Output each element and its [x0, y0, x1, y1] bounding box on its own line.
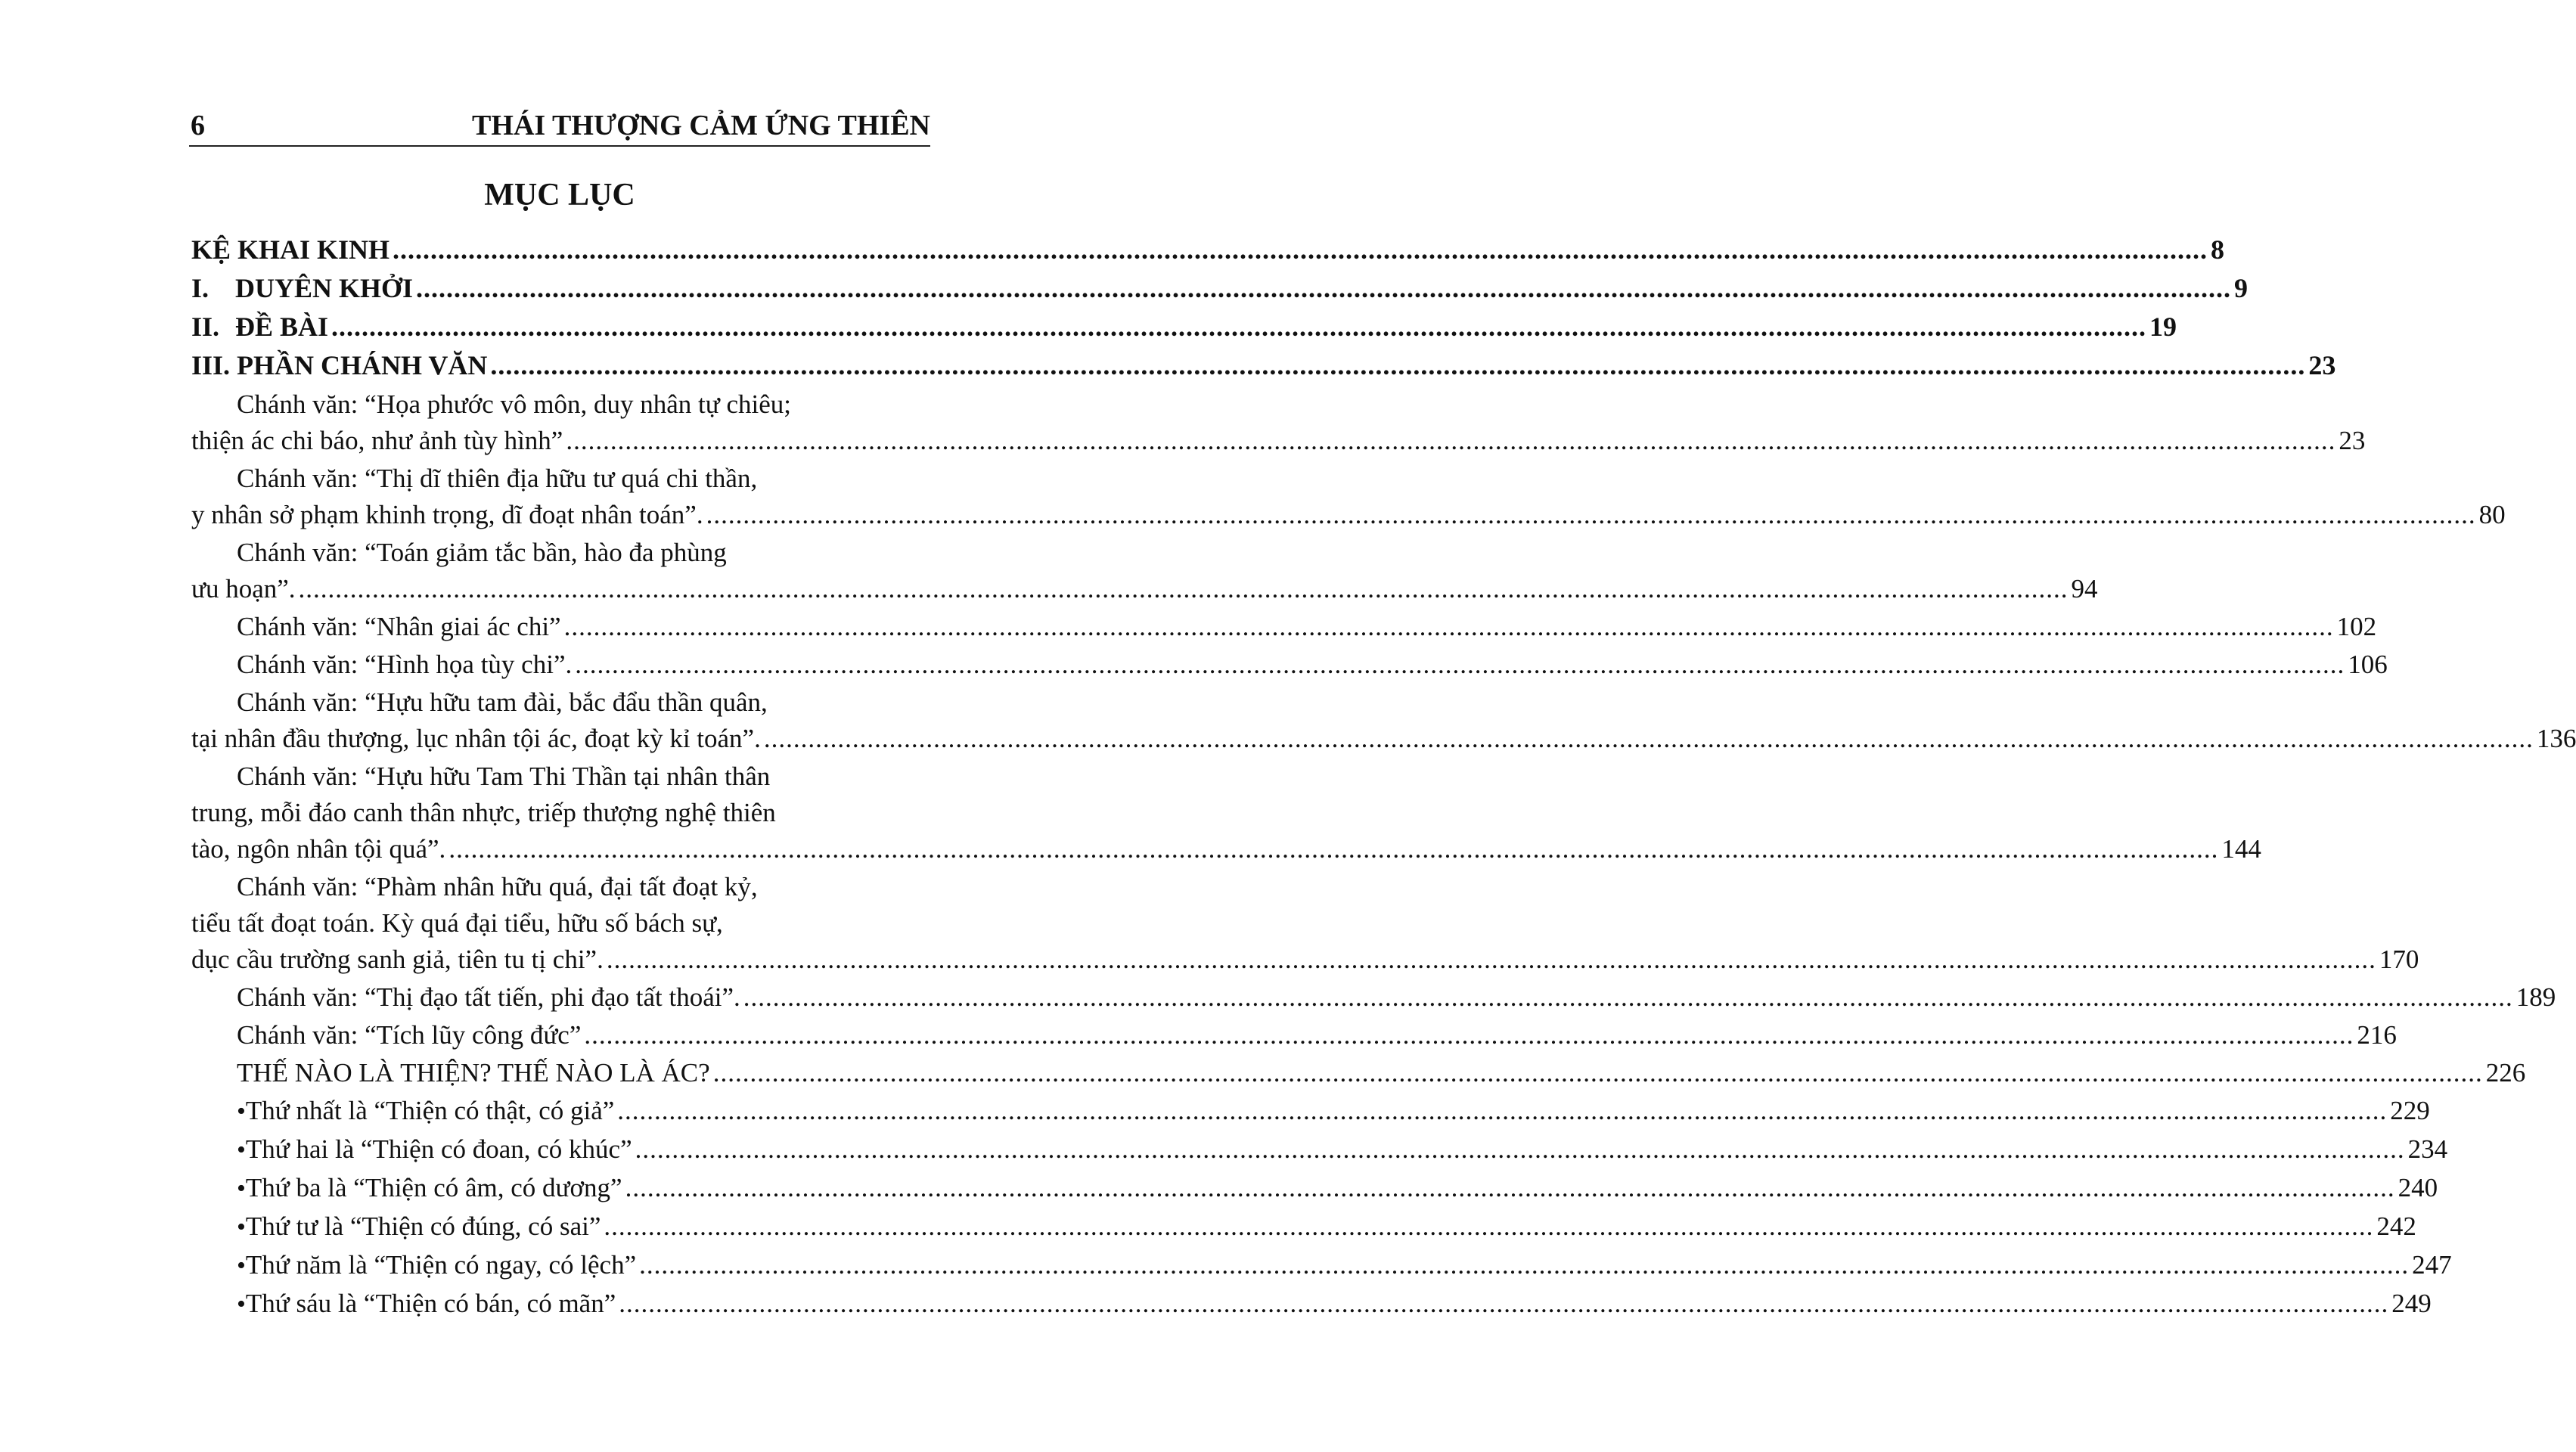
leader-dots [713, 1055, 2483, 1091]
toc-entry-line: Chánh văn: “Phàm nhân hữu quá, đại tất đoạt kỷ, [237, 872, 758, 901]
toc-entry-label: Thứ nhất là “Thiện có thật, có giả” [245, 1096, 615, 1125]
toc-entry-line: tiểu tất đoạt toán. Kỳ quá đại tiểu, hữu số bách sự, [191, 908, 723, 938]
running-header [189, 106, 930, 147]
toc-entry-line: Chánh văn: “Toán giảm tắc bần, hào đa phùng [237, 538, 727, 567]
toc-bullet-entry-1[interactable] [191, 1093, 2430, 1130]
toc-entry-chanh-van-8[interactable] [191, 869, 2419, 978]
toc-entry-label: ĐỀ BÀI [235, 312, 329, 342]
toc-entry-page: 240 [2398, 1173, 2438, 1202]
leader-dots [331, 308, 2146, 346]
leader-dots [575, 647, 2345, 683]
toc-title: MỤC LỤC [484, 178, 635, 213]
toc-entry-page: 234 [2407, 1134, 2448, 1164]
toc-entry-chanh-van-4[interactable] [191, 609, 2377, 645]
bullet-icon: • [237, 1174, 246, 1202]
toc-entry-number: I. [191, 273, 209, 303]
toc-entry-page: 216 [2357, 1020, 2397, 1050]
toc-entry-page: 136 [2536, 724, 2576, 753]
toc-bullet-entry-6[interactable] [191, 1286, 2432, 1323]
toc-entry-phan-chanh-van[interactable] [191, 346, 2336, 385]
toc-entry-page: 23 [2339, 426, 2366, 455]
toc-entry-number: II. [191, 312, 220, 342]
page-number: 6 [191, 110, 205, 141]
toc-entry-line: Chánh văn: “Hựu hữu Tam Thi Thần tại nhân thân [237, 762, 771, 791]
leader-dots [635, 1131, 2405, 1168]
toc-entry-page: 23 [2308, 350, 2336, 380]
toc-entry-number: III. [191, 350, 231, 380]
toc-entry-page: 102 [2336, 612, 2377, 641]
toc-entry-page: 94 [2071, 574, 2098, 603]
toc-entry-label: dục cầu trường sanh giả, tiên tu tị chi”. [191, 945, 604, 974]
toc-entry-chanh-van-1[interactable] [191, 386, 2366, 459]
toc-entry-label: ưu hoạn”. [191, 574, 296, 603]
toc-entry-line: Chánh văn: “Hựu hữu tam đài, bắc đẩu thần quân, [237, 687, 768, 717]
leader-dots [764, 721, 2534, 757]
toc-bullet-entry-5[interactable] [191, 1247, 2452, 1284]
toc-entry-label: PHẦN CHÁNH VĂN [237, 350, 488, 380]
toc-entry-page: 226 [2485, 1058, 2526, 1087]
toc-bullet-entry-4[interactable] [191, 1208, 2416, 1246]
toc-entry-label: DUYÊN KHỞI [235, 273, 414, 303]
toc-entry-chanh-van-6[interactable] [191, 684, 2576, 757]
leader-dots [639, 1247, 2409, 1283]
toc-entry-page: 19 [2149, 312, 2177, 342]
toc-entry-label: thiện ác chi báo, như ảnh tùy hình” [191, 426, 563, 455]
toc-entry-chanh-van-7[interactable] [191, 759, 2261, 867]
toc-entry-page: 9 [2234, 273, 2249, 303]
toc-entry-page: 144 [2221, 834, 2261, 864]
leader-dots [743, 979, 2513, 1016]
toc-entry-page: 242 [2376, 1212, 2416, 1241]
leader-dots [393, 231, 2208, 269]
toc-entry-page: 247 [2412, 1250, 2452, 1280]
toc-entry-label: tại nhân đầu thượng, lục nhân tội ác, đoạt kỳ kỉ toán”. [191, 724, 761, 753]
toc-entry-label: Thứ sáu là “Thiện có bán, có mãn” [245, 1289, 616, 1318]
bullet-icon: • [237, 1097, 246, 1125]
toc-entry-label: Thứ năm là “Thiện có ngay, có lệch” [245, 1250, 637, 1280]
toc-entry-line: Chánh văn: “Họa phước vô môn, duy nhân tự chiêu; [237, 389, 791, 419]
leader-dots [617, 1093, 2387, 1129]
toc-entry-label: THẾ NÀO LÀ THIỆN? THẾ NÀO LÀ ÁC? [237, 1058, 710, 1087]
toc-entry-label: Thứ tư là “Thiện có đúng, có sai” [245, 1212, 601, 1241]
bullet-icon: • [237, 1213, 246, 1241]
toc-entry-page: 249 [2391, 1289, 2432, 1318]
bullet-icon: • [237, 1252, 246, 1280]
toc-entry-label: Chánh văn: “Thị đạo tất tiến, phi đạo tất thoái”. [237, 982, 740, 1012]
toc-entry-page: 8 [2211, 234, 2225, 265]
toc-entry-chanh-van-10[interactable] [191, 1017, 2397, 1053]
leader-dots [607, 942, 2376, 978]
toc-entry-page: 170 [2379, 945, 2419, 974]
bullet-icon: • [237, 1136, 246, 1164]
toc-entry-chanh-van-5[interactable] [191, 647, 2388, 683]
table-of-contents [191, 231, 2576, 1323]
toc-entry-label: Thứ hai là “Thiện có đoan, có khúc” [245, 1134, 632, 1164]
toc-entry-label: Chánh văn: “Tích lũy công đức” [237, 1020, 582, 1050]
toc-entry-page: 80 [2478, 500, 2506, 529]
leader-dots [490, 346, 2305, 385]
leader-dots [564, 609, 2334, 645]
toc-entry-label: Chánh văn: “Nhân giai ác chi” [237, 612, 561, 641]
toc-entry-duyen-khoi[interactable] [191, 269, 2249, 308]
book-title: THÁI THƯỢNG CẢM ỨNG THIÊN [472, 110, 930, 141]
toc-entry-the-nao-la-thien[interactable] [191, 1055, 2526, 1091]
toc-entry-label: y nhân sở phạm khinh trọng, dĩ đoạt nhân toán”. [191, 500, 703, 529]
toc-bullet-entry-3[interactable] [191, 1170, 2438, 1207]
leader-dots [448, 831, 2218, 867]
toc-bullet-entry-2[interactable] [191, 1131, 2448, 1168]
toc-entry-label: Chánh văn: “Hình họa tùy chi”. [237, 650, 573, 679]
leader-dots [706, 497, 2476, 533]
toc-entry-label: Thứ ba là “Thiện có âm, có dương” [245, 1173, 622, 1202]
leader-dots [416, 269, 2231, 308]
leader-dots [584, 1017, 2354, 1053]
toc-entry-page: 189 [2515, 982, 2556, 1012]
toc-entry-chanh-van-9[interactable] [191, 979, 2556, 1016]
toc-entry-line: trung, mỗi đáo canh thân nhực, triếp thượng nghệ thiên [191, 798, 776, 827]
toc-entry-chanh-van-2[interactable] [191, 461, 2506, 533]
leader-dots [566, 423, 2335, 459]
leader-dots [604, 1208, 2373, 1245]
toc-entry-page: 229 [2390, 1096, 2430, 1125]
leader-dots [619, 1286, 2388, 1322]
bullet-icon: • [237, 1290, 246, 1318]
toc-entry-label: KỆ KHAI KINH [191, 234, 390, 265]
toc-entry-ke-khai-kinh[interactable] [191, 231, 2225, 269]
leader-dots [625, 1170, 2395, 1206]
toc-entry-line: Chánh văn: “Thị dĩ thiên địa hữu tư quá chi thần, [237, 464, 758, 493]
toc-entry-label: tào, ngôn nhân tội quá”. [191, 834, 446, 864]
toc-entry-page: 106 [2348, 650, 2388, 679]
toc-entry-de-bai[interactable] [191, 308, 2177, 346]
toc-entry-chanh-van-3[interactable] [191, 535, 2098, 607]
leader-dots [299, 571, 2069, 607]
